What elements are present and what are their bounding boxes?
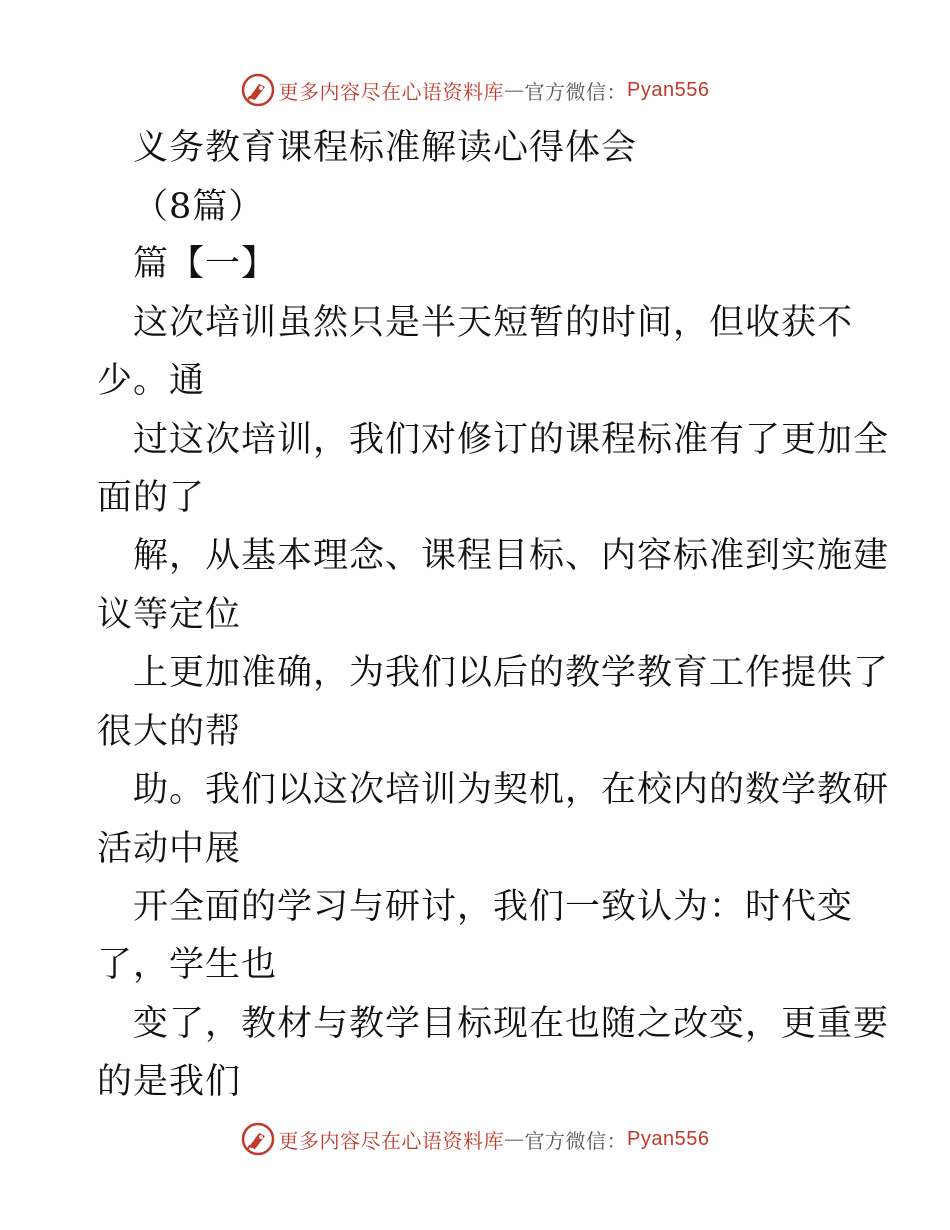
paragraph-line: 的是我们 — [97, 1062, 242, 1102]
paragraph-line: 面的了 — [97, 478, 206, 518]
paragraph-line: 解，从基本理念、课程目标、内容标准到实施建 — [133, 536, 890, 576]
paragraph-line: 变了，教材与教学目标现在也随之改变，更重要 — [133, 1004, 890, 1044]
banner-wechat-label: 官方微信： — [524, 79, 628, 104]
paragraph-line: 少。通 — [97, 361, 206, 401]
banner-main-text: 更多内容尽在心语资料库 — [278, 1128, 505, 1153]
banner-wechat-id: Pyan556 — [627, 78, 710, 101]
document-title: 义务教育课程标准解读心得体会 — [133, 128, 638, 168]
paragraph-line: 助。我们以这次培训为契机，在校内的数学教研 — [133, 770, 890, 810]
paragraph-line: 上更加准确，为我们以后的教学教育工作提供了 — [133, 653, 890, 693]
paragraph-line: 开全面的学习与研讨，我们一致认为：时代变 — [133, 887, 854, 927]
banner-main-text: 更多内容尽在心语资料库 — [278, 79, 505, 104]
pen-nib-logo-icon — [241, 1122, 275, 1156]
paragraph-line: 活动中展 — [97, 829, 242, 869]
paragraph-line: 过这次培训，我们对修订的课程标准有了更加全 — [133, 420, 890, 460]
paragraph-line: 了，学生也 — [97, 945, 278, 985]
banner-wechat-id: Pyan556 — [627, 1127, 710, 1150]
banner-separator: — — [504, 1127, 525, 1151]
paragraph-line: 议等定位 — [97, 595, 242, 635]
pen-nib-logo-icon — [241, 73, 275, 107]
paragraph-line: 很大的帮 — [97, 712, 242, 752]
footer-banner — [0, 1117, 950, 1161]
banner-separator: — — [504, 78, 525, 102]
paragraph-line: 这次培训虽然只是半天短暂的时间，但收获不 — [133, 303, 854, 343]
banner-wechat-label: 官方微信： — [524, 1128, 628, 1153]
document-subtitle: （8篇） — [133, 187, 265, 227]
section-heading: 篇【一】 — [133, 244, 278, 284]
header-banner — [0, 68, 950, 112]
